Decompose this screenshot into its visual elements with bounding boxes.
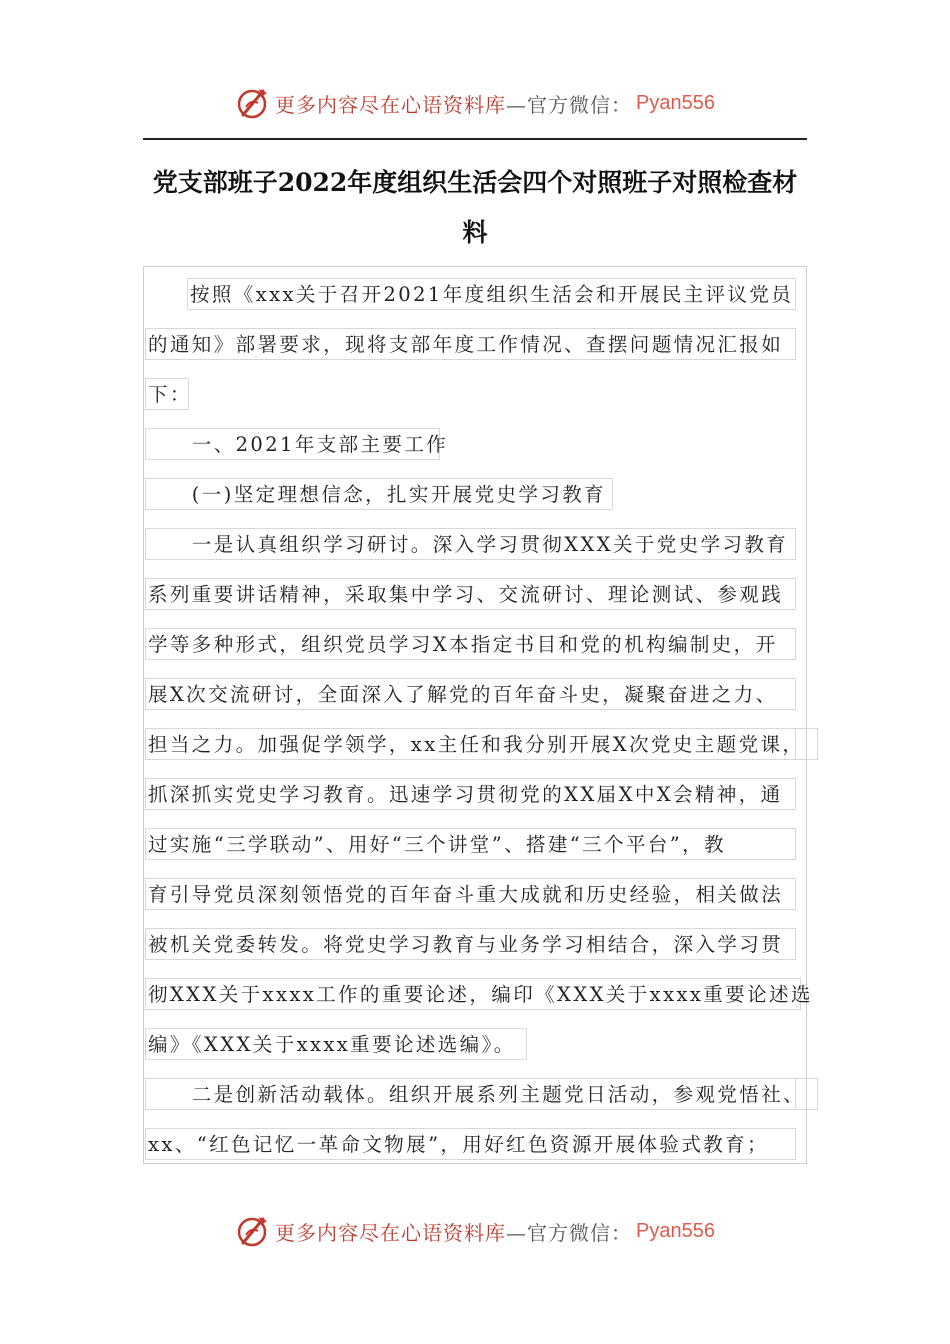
footer-separator-text: —官方微信： [506, 1220, 633, 1245]
body-line-3: 下： [145, 378, 189, 410]
header-rule [143, 138, 807, 140]
body-line-5: (一)坚定理想信念，扎实开展党史学习教育 [145, 478, 613, 510]
body-line-4: 一、2021年支部主要工作 [145, 428, 440, 460]
body-line-17: 二是创新活动载体。组织开展系列主题党日活动，参观党悟社、 [145, 1078, 796, 1110]
body-line-11: 抓深抓实党史学习教育。迅速学习贯彻党的XX届X中X会精神，通 [145, 778, 796, 810]
overflow-stub [796, 1078, 818, 1110]
body-line-7: 系列重要讲话精神，采取集中学习、交流研讨、理论测试、参观践 [145, 578, 796, 610]
footer-wechat-id: Pyan556 [636, 1219, 715, 1242]
footer-banner [0, 1211, 950, 1251]
body-line-16: 编》《XXX关于xxxx重要论述选编》。 [145, 1028, 527, 1060]
title-line-2: 料 [462, 218, 488, 247]
header-banner [0, 83, 950, 123]
body-line-14: 被机关党委转发。将党史学习教育与业务学习相结合，深入学习贯 [145, 928, 796, 960]
pen-logo-icon [235, 85, 271, 121]
pen-logo-icon [235, 1213, 271, 1249]
body-line-15: 彻XXX关于xxxx工作的重要论述，编印《XXX关于xxxx重要论述选 [145, 978, 801, 1010]
header-brand-text: 更多内容尽在心语资料库 [275, 92, 507, 117]
document-title [143, 158, 807, 258]
body-line-9: 展X次交流研讨，全面深入了解党的百年奋斗史，凝聚奋进之力、 [145, 678, 796, 710]
overflow-stub [796, 728, 818, 760]
body-line-6: 一是认真组织学习研讨。深入学习贯彻XXX关于党史学习教育 [145, 528, 796, 560]
body-line-18: xx、“红色记忆一革命文物展”，用好红色资源开展体验式教育； [145, 1128, 796, 1160]
body-line-13: 育引导党员深刻领悟党的百年奋斗重大成就和历史经验，相关做法 [145, 878, 796, 910]
header-wechat-id: Pyan556 [636, 91, 715, 114]
body-line-12: 过实施“三学联动”、用好“三个讲堂”、搭建“三个平台”，教 [145, 828, 796, 860]
body-line-8: 学等多种形式，组织党员学习X本指定书目和党的机构编制史，开 [145, 628, 796, 660]
footer-brand-text: 更多内容尽在心语资料库 [275, 1220, 507, 1245]
body-line-1: 按照《xxx关于召开2021年度组织生活会和开展民主评议党员 [187, 278, 796, 310]
body-line-10: 担当之力。加强促学领学，xx主任和我分别开展X次党史主题党课， [145, 728, 796, 760]
title-line-1: 党支部班子2022年度组织生活会四个对照班子对照检查材 [152, 168, 798, 197]
header-separator-text: —官方微信： [506, 92, 633, 117]
body-line-2: 的通知》部署要求，现将支部年度工作情况、查摆问题情况汇报如 [145, 328, 796, 360]
